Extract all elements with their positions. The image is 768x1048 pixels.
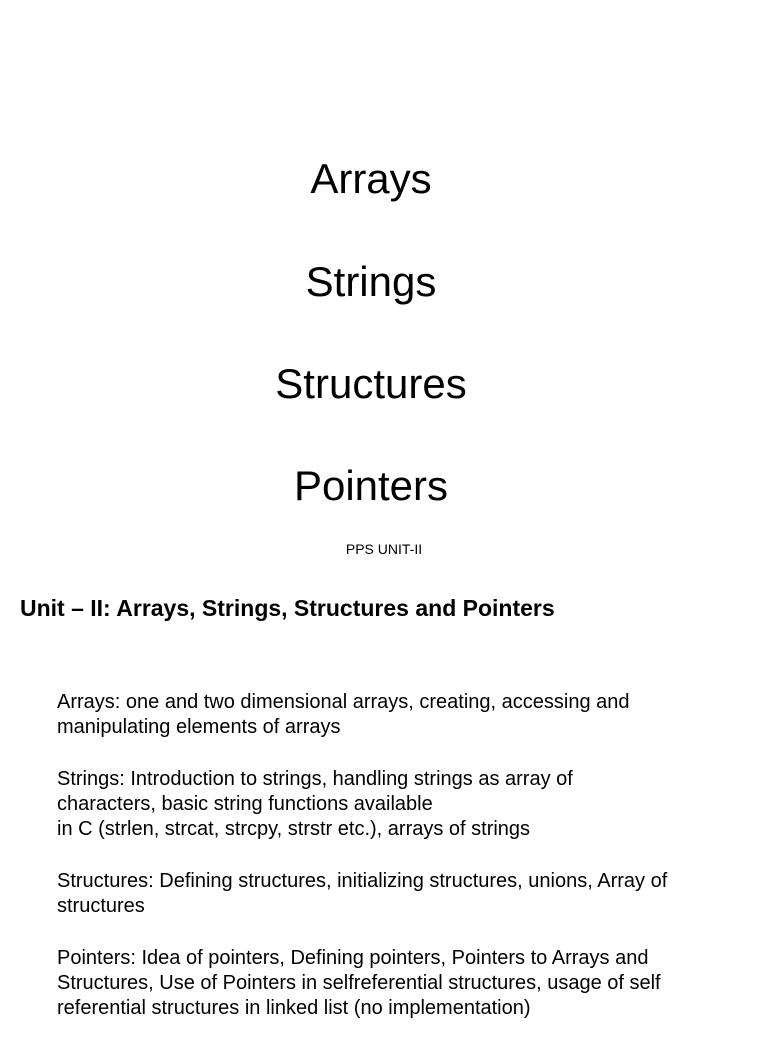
topic-arrays: Arrays: one and two dimensional arrays, creating, accessing and manipulating elements of arrays [57, 691, 630, 738]
title-arrays: Arrays [310, 155, 432, 202]
unit-heading: Unit – II: Arrays, Strings, Structures and Pointers [20, 595, 555, 621]
slide-footer: PPS UNIT-II [345, 541, 423, 557]
title-structures: Structures [275, 360, 467, 407]
topic-strings: Strings: Introduction to strings, handling strings as array of characters, basic string functions available in C (strlen, strcat, strcpy, strstr etc.), arrays of strings [57, 768, 573, 840]
title-pointers: Pointers [293, 462, 449, 509]
topic-structures: Structures: Defining structures, initializing structures, unions, Array of structures [57, 870, 668, 917]
topic-list [57, 690, 737, 1048]
topic-pointers: Pointers: Idea of pointers, Defining pointers, Pointers to Arrays and Structures, Use of Pointers in selfreferential structures, usage of self referential structures in linked list (no implementation) [57, 947, 661, 1019]
title-strings: Strings [305, 258, 437, 305]
